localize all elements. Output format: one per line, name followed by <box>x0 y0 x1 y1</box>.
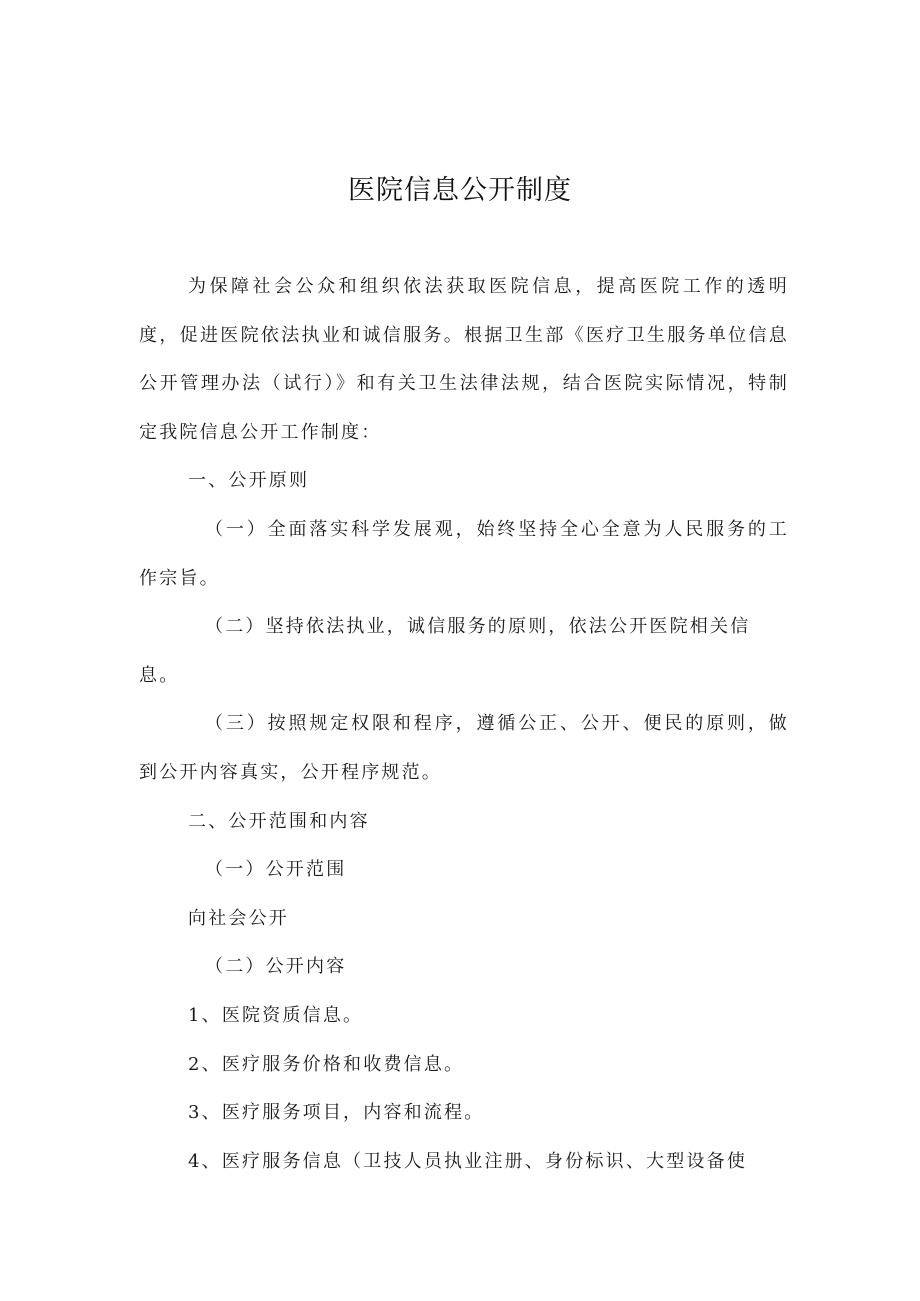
principle-item-3: （三）按照规定权限和程序，遵循公正、公开、便民的原则，做到公开内容真实，公开程序规范。 <box>139 713 789 783</box>
intro-paragraph: 为保障社会公众和组织依法获取医院信息，提高医院工作的透明度，促进医院依法执业和诚信服务。根据卫生部《医疗卫生服务单位信息公开管理办法（试行）》和有关卫生法律法规，结合医院实际情况，特制定我院信息公开工作制度： <box>139 276 789 443</box>
principle-item-1: （一）全面落实科学发展观，始终坚持全心全意为人民服务的工作宗旨。 <box>139 518 789 589</box>
content-item-3: 3、医疗服务项目，内容和流程。 <box>188 1102 485 1124</box>
document-title: 医院信息公开制度 <box>348 175 572 206</box>
document-body <box>139 263 789 1186</box>
subsection-scope: （一）公开范围 <box>205 859 347 881</box>
section-heading-scope: 二、公开范围和内容 <box>188 810 370 832</box>
scope-text: 向社会公开 <box>188 907 289 929</box>
content-item-1: 1、医院资质信息。 <box>188 1004 364 1026</box>
principle-item-2: （二）坚持依法执业，诚信服务的原则，依法公开医院相关信息。 <box>139 616 751 686</box>
content-item-2: 2、医疗服务价格和收费信息。 <box>188 1053 465 1075</box>
subsection-content: （二）公开内容 <box>205 956 347 978</box>
content-item-4: 4、医疗服务信息（卫技人员执业注册、身份标识、大型设备使 <box>188 1150 748 1172</box>
section-heading-principles: 一、公开原则 <box>188 470 310 492</box>
